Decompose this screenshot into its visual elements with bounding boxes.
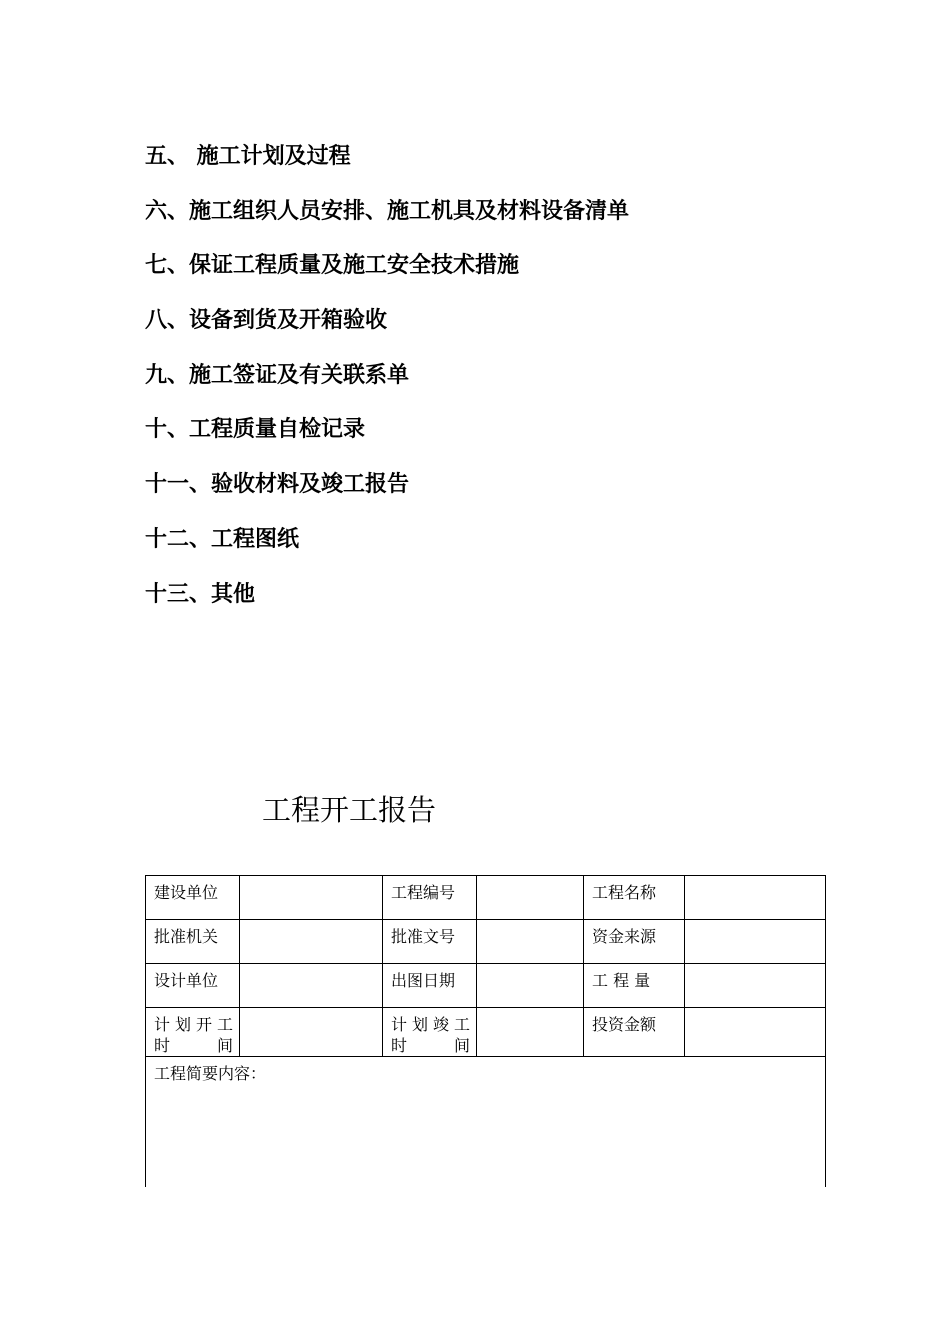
- investment-amount-label: 投资金额: [584, 1008, 685, 1057]
- toc-item: 七、保证工程质量及施工安全技术措施: [145, 253, 520, 279]
- toc-item: 八、设备到货及开箱验收: [145, 308, 388, 334]
- toc-item: 十、工程质量自检记录: [145, 417, 366, 443]
- report-title: 工程开工报告: [262, 793, 437, 827]
- toc-item: 十二、工程图纸: [145, 526, 300, 552]
- toc-item: 六、施工组织人员安排、施工机具及材料设备清单: [145, 198, 630, 224]
- table-row: [146, 1057, 826, 1187]
- planned-finish-label: [383, 1008, 477, 1057]
- construction-unit-label: 建设单位: [146, 876, 240, 920]
- funding-source-label: 资金来源: [584, 920, 685, 964]
- investment-amount-value[interactable]: [685, 1008, 826, 1057]
- drawing-date-value[interactable]: [477, 964, 584, 1008]
- design-unit-value[interactable]: [240, 964, 383, 1008]
- quantity-label-text: 工 程 量: [592, 971, 651, 990]
- funding-source-value[interactable]: [685, 920, 826, 964]
- toc-item: 十三、其他: [145, 581, 256, 607]
- toc-item: 九、施工签证及有关联系单: [145, 362, 410, 388]
- planned-finish-value[interactable]: [477, 1008, 584, 1057]
- planned-start-value[interactable]: [240, 1008, 383, 1057]
- approving-authority-value[interactable]: [240, 920, 383, 964]
- planned-start-label-line1: 计划开工: [154, 1015, 233, 1034]
- project-brief-cell[interactable]: [146, 1057, 826, 1187]
- project-name-label: 工程名称: [584, 876, 685, 920]
- table-row: [146, 920, 826, 964]
- planned-finish-label-line1: 计划竣工: [391, 1015, 470, 1034]
- project-number-value[interactable]: [477, 876, 584, 920]
- toc-item: 五、 施工计划及过程: [145, 144, 351, 169]
- table-row: [146, 876, 826, 920]
- approval-doc-number-value[interactable]: [477, 920, 584, 964]
- project-name-value[interactable]: [685, 876, 826, 920]
- table-of-contents: [145, 138, 629, 630]
- construction-unit-value[interactable]: [240, 876, 383, 920]
- approval-doc-number-label: 批准文号: [383, 920, 477, 964]
- toc-item: 十一、验收材料及竣工报告: [145, 472, 410, 498]
- quantity-value[interactable]: [685, 964, 826, 1008]
- table-row: [146, 964, 826, 1008]
- planned-start-label: [146, 1008, 240, 1057]
- design-unit-label: 设计单位: [146, 964, 240, 1008]
- table-row: [146, 1008, 826, 1057]
- quantity-label: [584, 964, 685, 1008]
- start-report-table: [145, 875, 826, 1187]
- approving-authority-label: 批准机关: [146, 920, 240, 964]
- project-number-label: 工程编号: [383, 876, 477, 920]
- project-brief-label: 工程简要内容：: [154, 1064, 267, 1083]
- planned-start-label-line2: 时 间: [154, 1036, 233, 1055]
- planned-finish-label-line2: 时 间: [391, 1036, 470, 1055]
- drawing-date-label: 出图日期: [383, 964, 477, 1008]
